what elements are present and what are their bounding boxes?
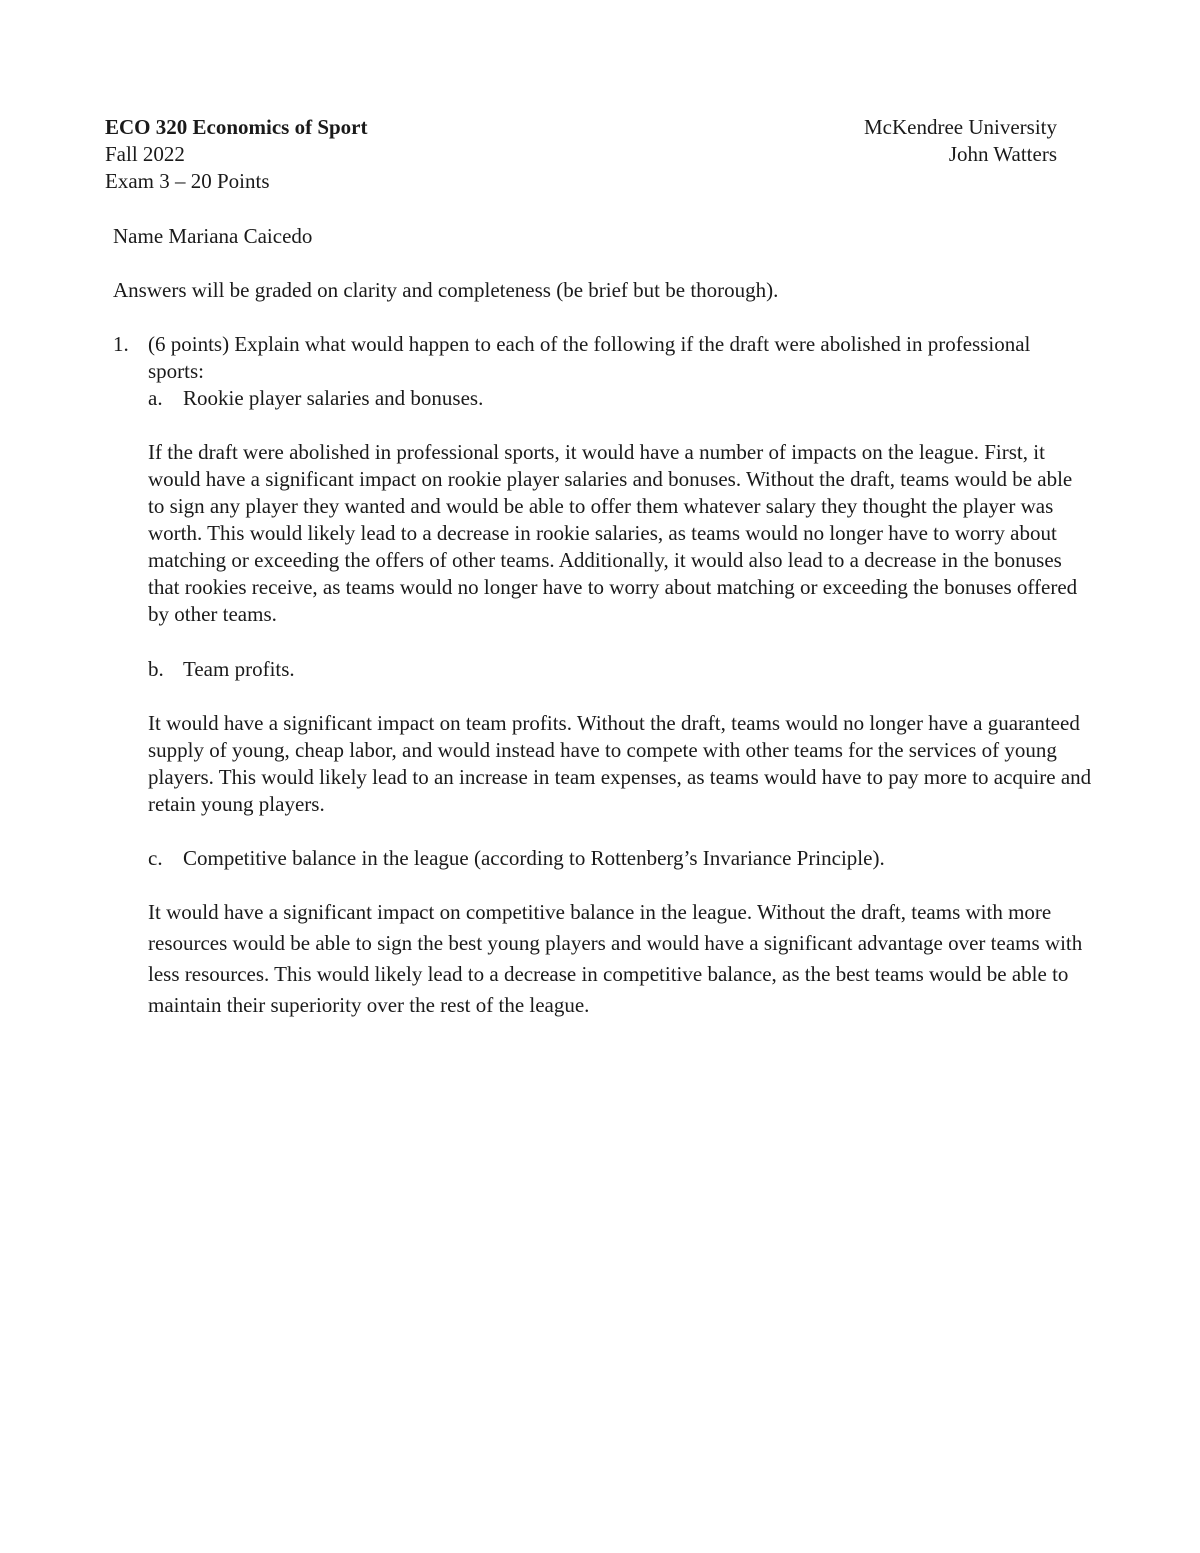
grading-instructions: Answers will be graded on clarity and completeness (be brief but be thorough).: [113, 278, 779, 302]
part-c-text: Competitive balance in the league (according to Rottenberg’s Invariance Principle).: [183, 846, 885, 870]
exam-title: Exam 3 – 20 Points: [105, 169, 270, 193]
university-name: McKendree University: [863, 115, 1057, 139]
part-b-answer: It would have a significant impact on team profits. Without the draft, teams would no longer have a guaranteed supply of young, cheap labor, and would instead have to compete with other teams for the services of young players. This would likely lead to an increase in team expenses, as teams would have to pay more to acquire and retain young players.: [148, 711, 1092, 816]
part-c-letter: c.: [148, 846, 163, 870]
part-c-prompt: [148, 845, 885, 872]
part-a-letter: a.: [148, 386, 163, 410]
document-header: [105, 114, 1057, 195]
student-name-line: Name Mariana Caicedo: [113, 224, 313, 248]
part-a-text: Rookie player salaries and bonuses.: [183, 386, 484, 410]
course-title: ECO 320 Economics of Sport: [105, 115, 368, 139]
part-b-prompt: [148, 656, 295, 683]
header-row-2: [105, 141, 1057, 168]
question-1: [113, 331, 1053, 385]
part-a-answer: If the draft were abolished in professional sports, it would have a number of impacts on the league. First, it would have a significant impact on rookie player salaries and bonuses. Without the draft, teams would be able to sign any player they wanted and would be able to offer them whatever salary they thought the player was worth. This would likely lead to a decrease in rookie salaries, as teams would no longer have to worry about matching or exceeding the offers of other teams. Additionally, it would also lead to a decrease in the bonuses that rookies receive, as teams would no longer have to worry about matching or exceeding the bonuses offered by other teams.: [148, 440, 1078, 626]
question-number: 1.: [113, 332, 129, 356]
term: Fall 2022: [105, 142, 185, 166]
part-b-letter: b.: [148, 657, 164, 681]
header-row-3: [105, 168, 1057, 195]
part-a-prompt: [148, 385, 483, 412]
header-row-1: [105, 114, 1057, 141]
part-c-answer: It would have a significant impact on competitive balance in the league. Without the draft, teams with more resources would be able to sign the best young players and would have a significant advantage over teams with less resources. This would likely lead to a decrease in competitive balance, as the best teams would be able to maintain their superiority over the rest of the league.: [148, 900, 1083, 1017]
instructor-name: John Watters: [948, 142, 1057, 166]
question-text: (6 points) Explain what would happen to each of the following if the draft were abolished in professional sports:: [148, 332, 1031, 383]
part-b-text: Team profits.: [183, 657, 295, 681]
